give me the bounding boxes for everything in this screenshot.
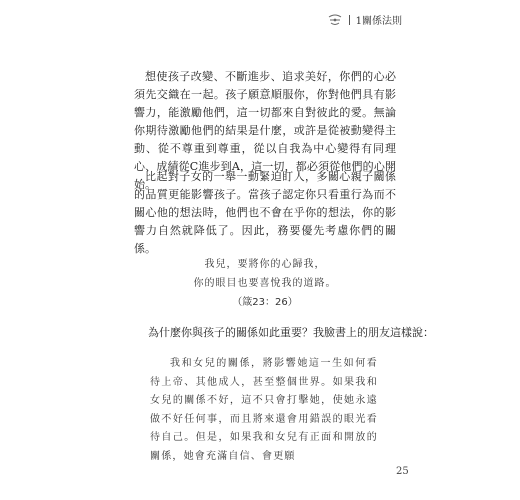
scripture-line-2: 你的眼目也要喜悅我的道路。	[193, 278, 337, 289]
body-paragraph-1: 想使孩子改變、不斷進步、追求美好，你們的心必須先交織在一起。孩子願意順服你，你對他們具有影響力，能激勵他們，這一切都來自對彼此的愛。無論你期待激勵他們的結果是什麼，或許是從被動變得主動、從不尊重到尊重，從以自我為中心變得有同理心、成績從C進步到A，這一切，都必須從他們的心開始。	[134, 70, 396, 191]
header-divider	[349, 15, 350, 25]
scripture-line-1: 我兒，要將你的心歸我，	[204, 259, 326, 270]
page-number: 25	[396, 466, 409, 477]
section-question: 為什麼你與孩子的關係如此重要？我臉書上的朋友這樣說：	[148, 326, 434, 339]
running-header	[327, 12, 402, 27]
chapter-title: 1關係法則	[355, 16, 402, 27]
ornamental-mark-icon	[327, 14, 343, 26]
body-paragraph-2: 比起對子女的一舉一動緊迫盯人，多關心親子關係的品質更能影響孩子。當孩子認定你只看重行為而不關心他的想法時，他們也不會在乎你的想法，你的影響力自然就降低了。因此，務要優先考慮你們的關係。	[134, 170, 396, 255]
scripture-reference: （箴23：26）	[232, 297, 298, 308]
friend-quote: 我和女兒的關係，將影響她這一生如何看待上帝、其他成人，甚至整個世界。如果我和女兒的關係不好，這不只會打擊她，使她永遠做不好任何事，而且將來還會用錯誤的眼光看待自己。但是，如果我和女兒有正面和開放的關係，她會充滿自信、會更願	[150, 358, 378, 462]
